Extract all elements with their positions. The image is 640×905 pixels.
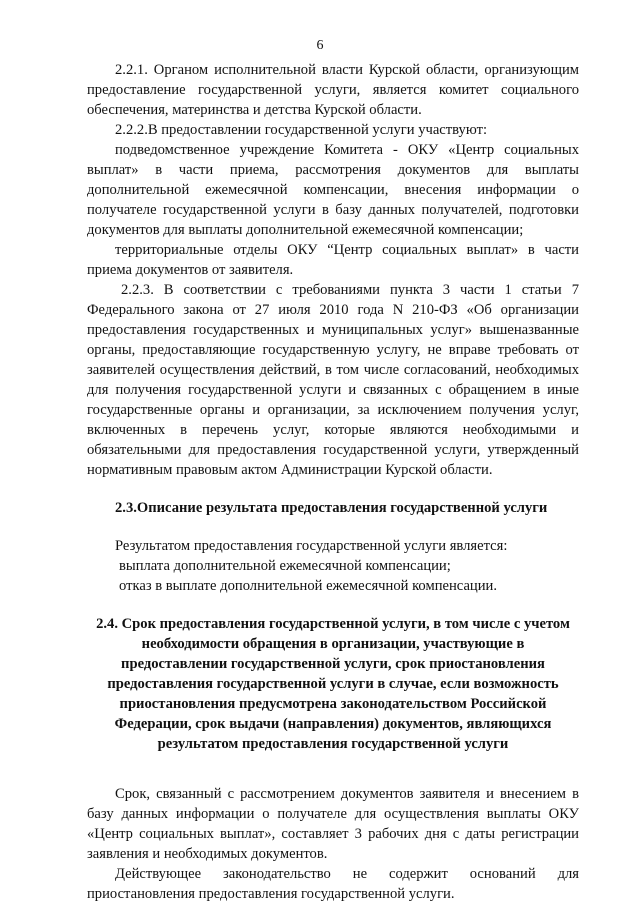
section-heading-2-3: 2.3.Описание результата предоставления государственной услуги — [115, 500, 548, 516]
page-number: 6 — [316, 38, 324, 53]
spacer — [87, 754, 579, 784]
section-heading-2-4: 2.4. Срок предоставления государственной услуги, в том числе с учетом необходимости обращения в организации, участвующие в предоставлении государственной услуги, срок приостановления предоставления государственной услуги в случае, если возможность приостановления предусмотрена законодательством Российской Федерации, срок выдачи (направления) документов, являющихся результатом предоставления государственной услуги — [96, 616, 570, 752]
paragraph-result-intro: Результатом предоставления государственной услуги является: — [115, 538, 508, 554]
result-item-refusal: отказ в выплате дополнительной ежемесячной компенсации. — [119, 578, 497, 594]
paragraph-suspension: Действующее законодательство не содержит оснований для приостановления предоставления государственной услуги. — [87, 866, 579, 902]
paragraph-participant-subordinate: подведомственное учреждение Комитета - ОКУ «Центр социальных выплат» в части приема, рассмотрения документов для выплаты дополнительной ежемесячной компенсации, внесения информации о получателе государственной услуги в базу данных получателей, подготовки документов для выплаты дополнительной ежемесячной компенсации; — [87, 142, 579, 238]
result-item-payment: выплата дополнительной ежемесячной компенсации; — [119, 558, 451, 574]
spacer — [87, 596, 579, 614]
spacer — [87, 518, 579, 536]
paragraph-2-2-3: 2.2.3. В соответствии с требованиями пункта 3 части 1 статьи 7 Федерального закона от 27 июля 2010 года N 210-ФЗ «Об организации предоставления государственных и муниципальных услуг» вышеназванные органы, предоставляющие государственную услугу, не вправе требовать от заявителей осуществления действий, в том числе согласований, необходимых для получения государственной услуги и связанных с обращением в иные государственные органы и организации, за исключением получения услуг, включенных в перечень услуг, которые являются необходимыми и обязательными для предоставления государственной услуги, утвержденный нормативным правовым актом Администрации Курской области. — [87, 282, 579, 478]
paragraph-term: Срок, связанный с рассмотрением документов заявителя и внесением в базу данных информации о получателе для осуществления выплаты ОКУ «Центр социальных выплат», составляет 3 рабочих дня с даты регистрации заявления и необходимых документов. — [87, 786, 579, 862]
document-body — [87, 60, 579, 904]
spacer — [87, 480, 579, 498]
paragraph-participant-territorial: территориальные отделы ОКУ “Центр социальных выплат» в части приема документов от заявителя. — [87, 242, 579, 278]
paragraph-2-2-1: 2.2.1. Органом исполнительной власти Курской области, организующим предоставление государственной услуги, является комитет социального обеспечения, материнства и детства Курской области. — [87, 62, 579, 118]
paragraph-2-2-2: 2.2.2.В предоставлении государственной услуги участвуют: — [115, 122, 487, 138]
